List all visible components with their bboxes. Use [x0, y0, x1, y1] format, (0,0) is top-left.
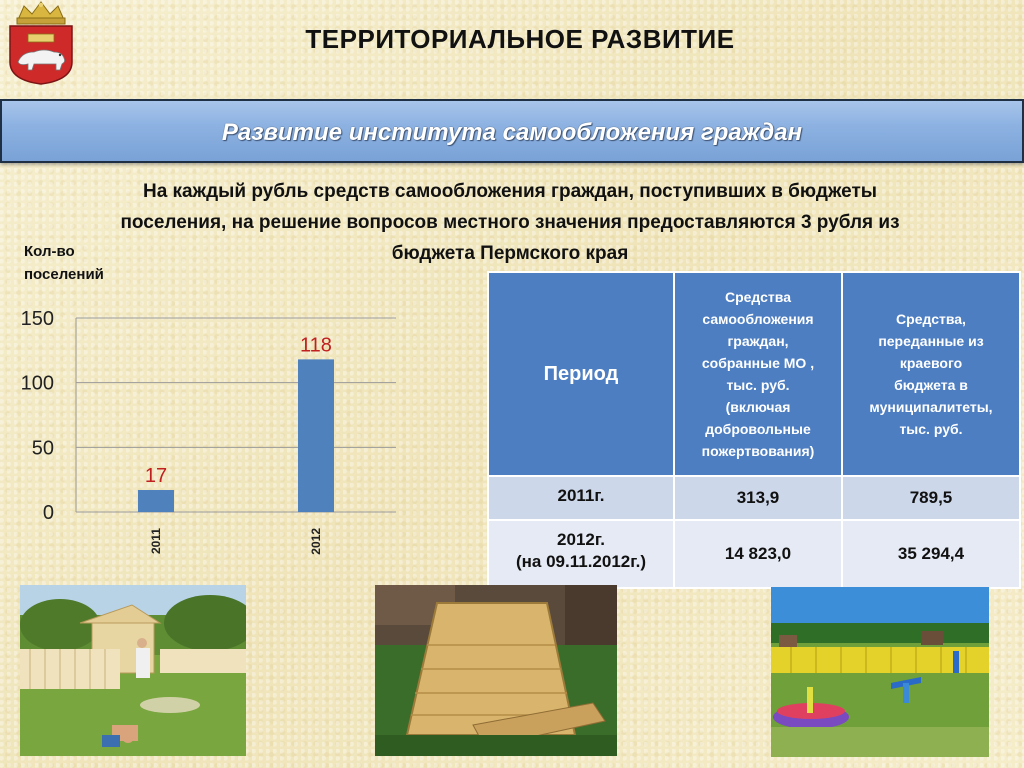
data-label: 118 [300, 334, 332, 357]
intro-line-2: поселения, на решение вопросов местного значения предоставляются 3 рубля из [120, 212, 900, 233]
row-2011-regional: 789,5 [842, 476, 1020, 520]
x-tick-label: 2011 [149, 528, 163, 555]
table-header-row [488, 272, 1020, 476]
x-tick-label: 2012 [309, 528, 323, 555]
y-tick-label: 100 [20, 372, 54, 395]
y-title-line-1: Кол-во [24, 243, 75, 260]
table-row [488, 520, 1020, 588]
row-2011-period: 2011г. [488, 476, 674, 520]
chart-y-axis-title [24, 240, 104, 286]
row-2012-self-tax: 14 823,0 [674, 520, 842, 588]
row-2011-self-tax: 313,9 [674, 476, 842, 520]
section-banner [0, 99, 1024, 163]
funding-table [487, 271, 1021, 589]
bar [138, 490, 174, 512]
y-tick-label: 50 [31, 437, 54, 460]
header-self-tax: Средства самообложения граждан, собранные МО , тыс. руб. (включая добровольные пожертвования) [674, 272, 842, 476]
y-title-line-2: поселений [24, 266, 104, 283]
header-period: Период [488, 272, 674, 476]
intro-line-1: На каждый рубль средств самообложения граждан, поступивших в бюджеты [142, 181, 878, 202]
playground-photo-icon [771, 587, 989, 757]
intro-text [30, 176, 990, 269]
well-construction-photo-icon [20, 585, 246, 756]
y-tick-label: 150 [20, 308, 54, 330]
section-title: Развитие института самообложения граждан [221, 119, 803, 146]
row-2012-period: 2012г. (на 09.11.2012г.) [488, 520, 674, 588]
data-label: 17 [144, 465, 168, 488]
settlements-bar-chart [0, 290, 420, 580]
header-regional: Средства, переданные из краевого бюджета в муниципалитеты, тыс. руб. [842, 272, 1020, 476]
wooden-well-cover-photo-icon [375, 585, 617, 756]
row-2012-regional: 35 294,4 [842, 520, 1020, 588]
table-row [488, 476, 1020, 520]
page-title: ТЕРРИТОРИАЛЬНОЕ РАЗВИТИЕ [305, 24, 735, 54]
intro-line-3: бюджета Пермского края [391, 243, 629, 264]
y-tick-label: 0 [42, 502, 54, 524]
bar [298, 359, 334, 512]
